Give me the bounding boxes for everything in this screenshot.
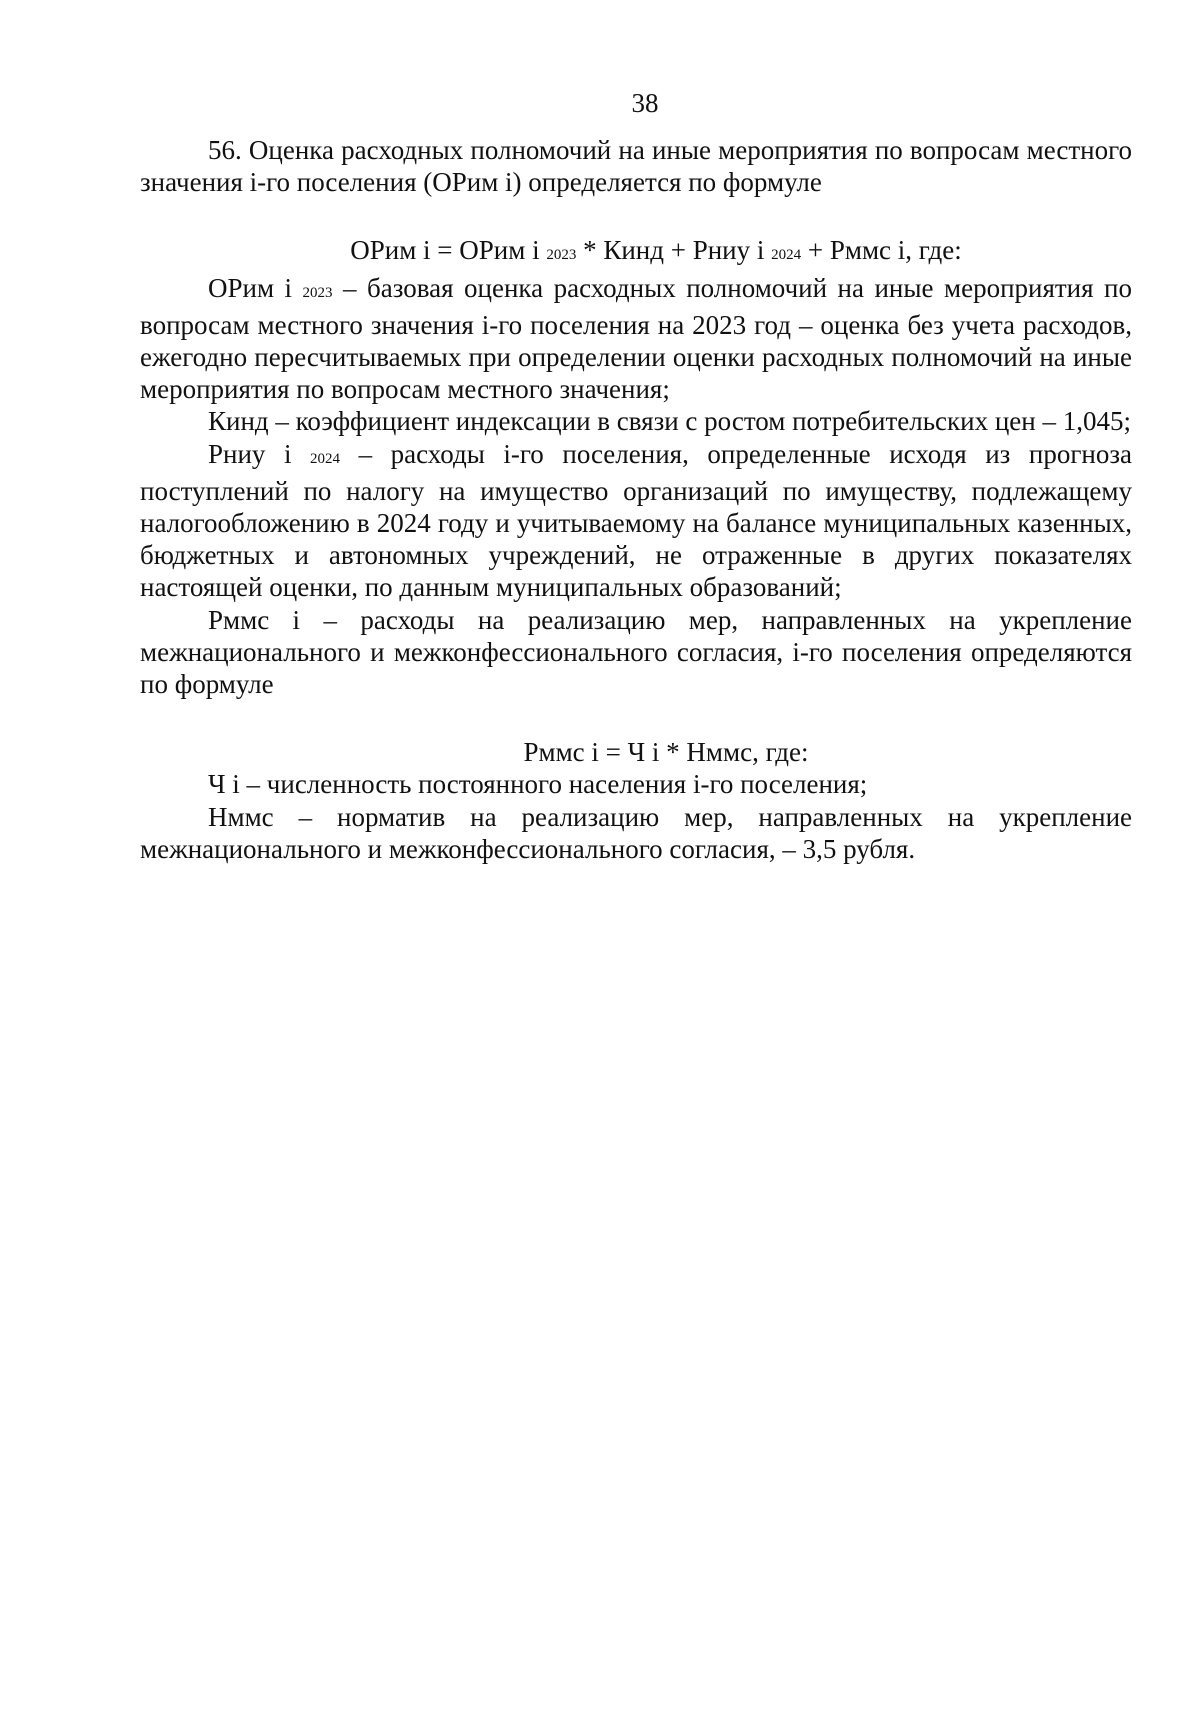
paragraph-56-intro: 56. Оценка расходных полномочий на иные мероприятия по вопросам местного значения i-го поселения (ОРим i) определяется по формуле <box>140 135 1132 198</box>
page-number: 38 <box>631 88 659 118</box>
definition-orim <box>140 272 1132 406</box>
definition-rmms: Рммс i – расходы на реализацию мер, направленных на укрепление межнационального и межконфессионального согласия, i-го поселения определяются по формуле <box>140 604 1132 700</box>
formula-orim-part2: * Кинд + Рниу i <box>576 235 772 266</box>
formula-orim <box>140 234 1132 271</box>
definition-rniu-sub: 2024 <box>310 450 341 467</box>
formula-rmms: Рммс i = Ч i * Нммс, где: <box>523 737 809 768</box>
definition-kind: Кинд – коэффициент индексации в связи с ростом потребительских цен – 1,045; <box>208 406 1131 437</box>
definition-orim-sub: 2023 <box>302 284 333 301</box>
formula-orim-sub-2023: 2023 <box>546 247 577 264</box>
formula-orim-sub-2024: 2024 <box>771 247 802 264</box>
formula-orim-part3: + Рммс i, где: <box>801 235 962 266</box>
definition-nmms: Нммс – норматив на реализацию мер, направленных на укрепление межнационального и межконфессионального согласия, – 3,5 рубля. <box>140 801 1132 864</box>
definition-orim-term: ОРим i <box>208 272 303 303</box>
formula-orim-part1: ОРим i = ОРим i <box>350 235 547 266</box>
definition-rniu-text: – расходы i-го поселения, определенные исходя из прогноза поступлений по налогу на имущество организаций по имуществу, подлежащему налогообложению в 2024 году и учитываемому на балансе муниципальных казенных, бюджетных и автономных учреждений, не отраженные в других показателях настоящей оценки, по данным муниципальных образований; <box>140 438 1132 603</box>
definition-ch: Ч i – численность постоянного населения i-го поселения; <box>208 769 868 800</box>
document-body <box>140 134 1132 865</box>
definition-rniu <box>140 438 1132 604</box>
definition-rniu-term: Рниу i <box>208 438 311 469</box>
definition-orim-text: – базовая оценка расходных полномочий на иные мероприятия по вопросам местного значения i-го поселения на 2023 год – оценка без учета расходов, ежегодно пересчитываемых при определении оценки расходных полномочий на иные мероприятия по вопросам местного значения; <box>140 272 1132 405</box>
